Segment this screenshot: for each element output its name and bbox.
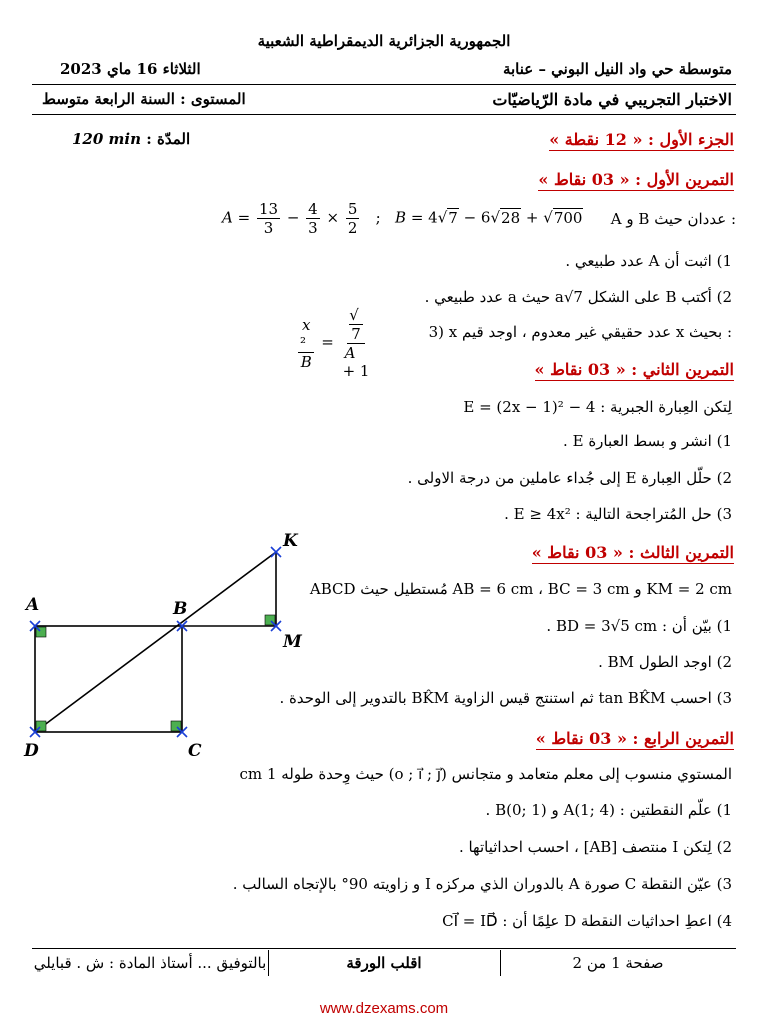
ex3-q2: 2) اوجد الطول BM . [598, 653, 732, 671]
footer-turn-page: اقلب الورقة [346, 954, 422, 972]
website-link[interactable]: www.dzexams.com [319, 1000, 449, 1017]
exam-date: الثلاثاء 16 ماي 2023 [60, 60, 201, 78]
ex1-equation: x ² B = √ 7 A + 1 [300, 306, 370, 380]
exam-title: الاختبار التجريبي في مادة الرّياضيّات [492, 90, 732, 109]
ex1-q3: 3) x عدد حقيقي غير معدوم ، اوجد قيم x بحيث : [428, 323, 732, 341]
ex1-title: التمرين الأول : « 03 نقاط » [538, 170, 734, 189]
ex4-q4: 4) اعطِ احداثيات النقطة D علِمًا أن : CI⃗ = ID⃗ [442, 912, 732, 930]
label-a: A [26, 595, 40, 615]
ex4-intro: المستوي منسوب إلى معلم متعامد و متجانس (o ; i⃗ ; j⃗) حيث وِحدة طوله 1 cm [239, 765, 732, 783]
part1-title: الجزء الأول : « 12 نقطة » [549, 130, 734, 149]
ex1-formulas: A = $\frac{13}{3}$ − $\frac{4}{3}$ × $\frac{5}{2}$ ; B = 4√7 − 6√28 + √700 [222, 200, 583, 237]
label-b: B [173, 599, 188, 619]
republic-title: الجمهورية الجزائرية الديمقراطية الشعبية [257, 32, 511, 50]
label-d: D [24, 741, 39, 761]
label-m: M [283, 632, 302, 652]
ex1-q2: 2) أكتب B على الشكل a√7 حيث a عدد طبيعي . [424, 288, 732, 306]
segment-dk [35, 552, 276, 732]
geometry-figure [18, 528, 308, 764]
duration-value: 120 min [72, 130, 142, 148]
header-divider-1 [32, 84, 736, 85]
ex2-q1: 1) انشر و بسط العبارة E . [563, 432, 732, 450]
ex3-intro: ABCD مُستطيل حيث AB = 6 cm ، BC = 3 cm و KM = 2 cm [309, 580, 732, 598]
footer-page: صفحة 1 من 2 [572, 954, 664, 972]
header-divider-2 [32, 114, 736, 115]
duration-label: المدّة : [146, 130, 191, 148]
ex3-title: التمرين الثالث : « 03 نقاط » [531, 543, 734, 562]
ex4-q2: 2) لِتكن I منتصف [AB] ، احسب احداثياتها . [458, 838, 732, 856]
label-k: K [283, 531, 298, 551]
ex3-q1: 1) بيّن أن : BD = 3√5 cm . [546, 617, 732, 635]
ex1-intro: A و B عددان حيث : [610, 210, 736, 228]
duration [72, 130, 190, 148]
ex2-q2: 2) حلّل العِبارة E إلى جُداء عاملين من درجة الاولى . [407, 469, 732, 487]
ex4-q1: 1) علّم النقطتين : A(1; 4) و B(0; 1) . [485, 801, 732, 819]
frac-13-3: $\frac{13}{3}$ [258, 200, 279, 237]
ex2-title: التمرين الثاني : « 03 نقاط » [534, 360, 734, 379]
ex3-q3: 3) احسب tan BK̂M ثم استنتج قيس الزاوية BK̂M بالتدوير إلى الوحدة . [279, 689, 732, 707]
level: المستوى : السنة الرابعة متوسط [42, 90, 246, 108]
frac-4-3: $\frac{4}{3}$ [308, 200, 318, 237]
ex1-q1: 1) اثبت أن A عدد طبيعي . [565, 252, 732, 270]
ex4-title: التمرين الرابع : « 03 نقاط » [535, 729, 734, 748]
label-c: C [188, 741, 202, 761]
ex2-q3: 3) حل المُتراجحة التالية : E ≥ 4x² . [504, 505, 732, 523]
school-name: متوسطة حي واد النيل البوني – عنابة [502, 60, 732, 78]
footer-teacher: بالتوفيق ... أستاذ المادة : ش . قبايلي [33, 954, 267, 972]
ex4-q3: 3) عيّن النقطة C صورة A بالدوران الذي مركزه I و زاويته 90° بالإتجاه السالب . [232, 875, 732, 893]
ex2-intro: لِتكن العِبارة الجبرية : E = (2x − 1)² − 4 [463, 398, 732, 416]
frac-5-2: $\frac{5}{2}$ [347, 200, 358, 237]
footer-divider [32, 948, 736, 949]
